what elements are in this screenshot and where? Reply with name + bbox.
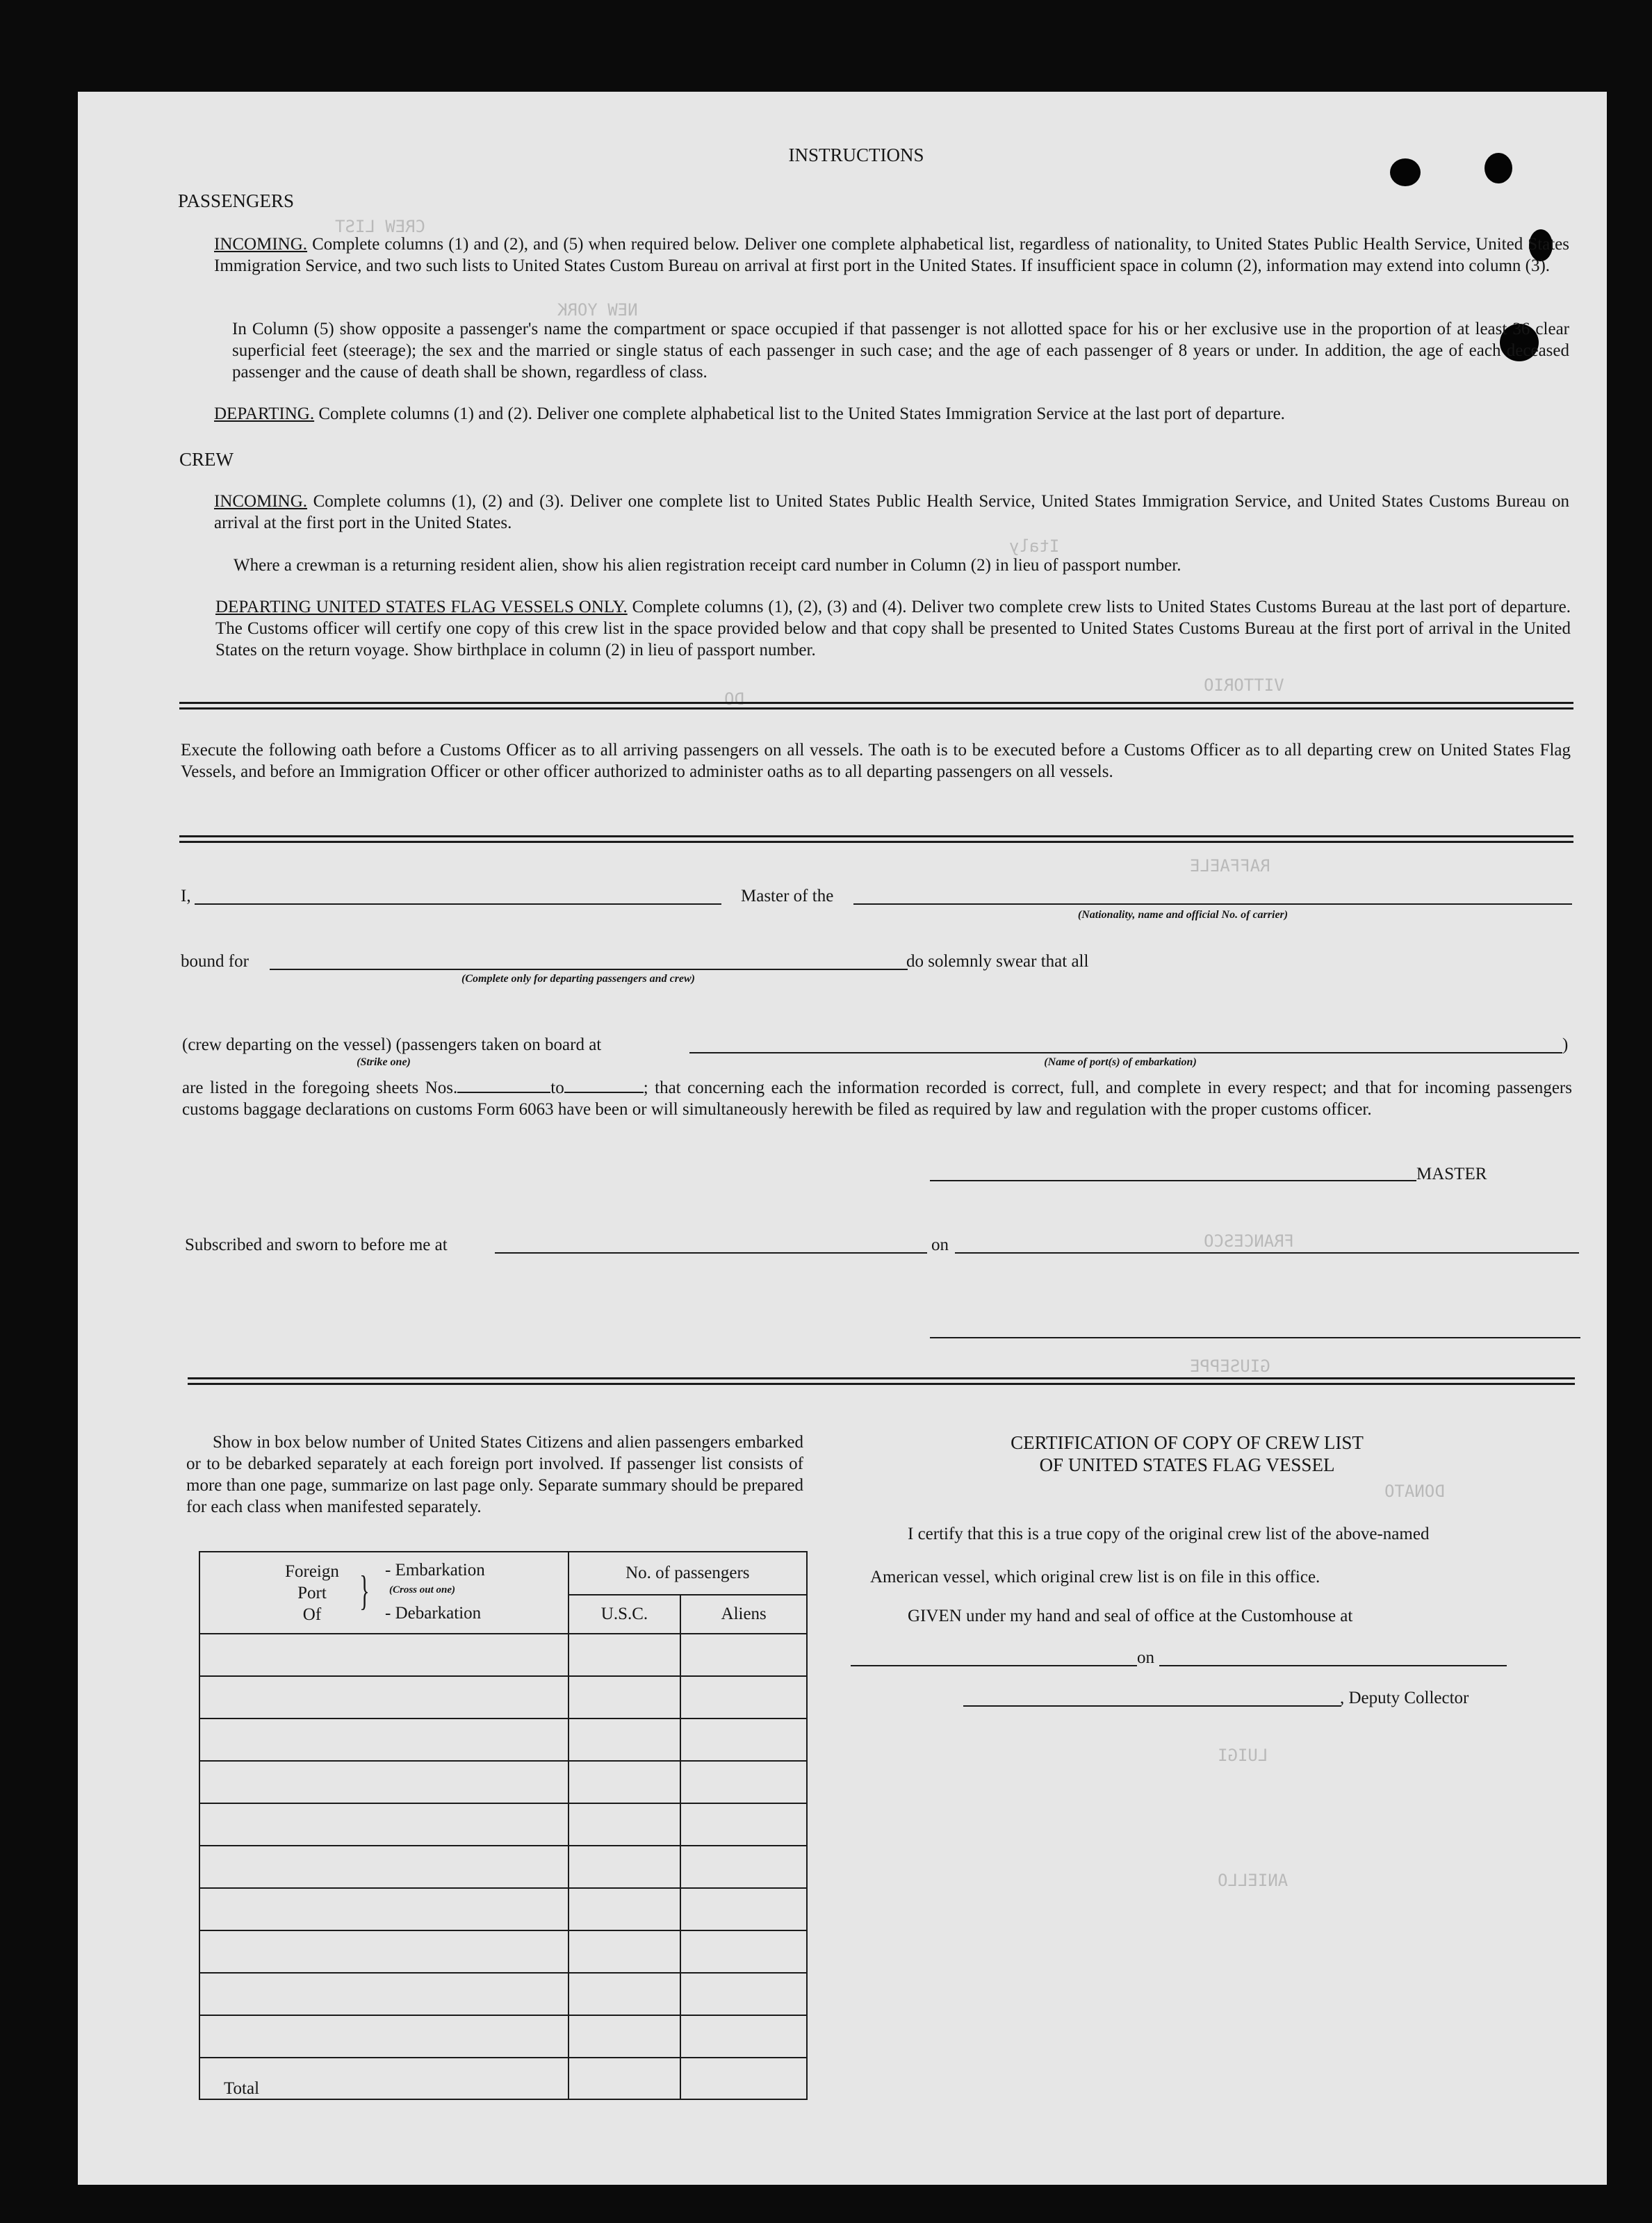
summary-intro: Show in box below number of United States Citizens and alien passengers embarked or to be debarked separately at each foreign port involved. If passenger list consists of more than one page, summarize on last page only. Separate summary should be prepared for each class when manifested separately. bbox=[186, 1433, 803, 1516]
total-usc-cell[interactable] bbox=[569, 2058, 681, 2099]
usc-cell[interactable] bbox=[569, 1634, 681, 1676]
summary-row bbox=[199, 1676, 807, 1718]
subscribed-label: Subscribed and sworn to before me at bbox=[185, 1236, 448, 1254]
port-cell[interactable] bbox=[199, 1718, 569, 1761]
passenger-summary-table bbox=[199, 1551, 808, 2100]
summary-row bbox=[199, 1761, 807, 1803]
port-cell[interactable] bbox=[199, 1846, 569, 1888]
debarkation-label[interactable]: - Debarkation bbox=[385, 1604, 482, 1623]
aliens-cell[interactable] bbox=[680, 1634, 807, 1676]
aliens-cell[interactable] bbox=[680, 2015, 807, 2058]
crew-departing bbox=[215, 596, 1571, 661]
section-divider bbox=[179, 702, 1573, 709]
certification-title-line1: CERTIFICATION OF COPY OF CREW LIST bbox=[1011, 1432, 1364, 1453]
summary-row bbox=[199, 1718, 807, 1761]
oath-i-label: I, bbox=[181, 887, 191, 905]
sworn-place-field[interactable] bbox=[495, 1252, 927, 1254]
port-cell[interactable] bbox=[199, 1803, 569, 1846]
master-signature-field[interactable] bbox=[930, 1180, 1416, 1181]
certification-on-label: on bbox=[1137, 1648, 1154, 1667]
aliens-cell[interactable] bbox=[680, 1888, 807, 1930]
swear-text: do solemnly swear that all bbox=[906, 952, 1089, 971]
bound-for-field[interactable] bbox=[270, 969, 908, 970]
aliens-cell[interactable] bbox=[680, 1761, 807, 1803]
show-through-text: LUIGI bbox=[1218, 1746, 1268, 1765]
port-cell[interactable] bbox=[199, 2015, 569, 2058]
master-name-field[interactable] bbox=[195, 903, 721, 905]
aliens-cell[interactable] bbox=[680, 1973, 807, 2015]
certification-line2: American vessel, which original crew list is on file in this office. bbox=[870, 1568, 1320, 1586]
oath-sheets-paragraph bbox=[182, 1077, 1572, 1120]
usc-cell[interactable] bbox=[569, 1803, 681, 1846]
passengers-incoming bbox=[214, 233, 1569, 277]
port-label: Port bbox=[297, 1584, 327, 1602]
crew-resident-alien: Where a crewman is a returning resident alien, show his alien registration receipt card number in Column (2) in lieu of passport number. bbox=[234, 556, 1181, 575]
certification-date-field[interactable] bbox=[1159, 1665, 1507, 1666]
port-cell[interactable] bbox=[199, 1973, 569, 2015]
bound-for-label: bound for bbox=[181, 952, 249, 971]
passengers-heading: PASSENGERS bbox=[178, 190, 295, 211]
passengers-incoming-label: INCOMING. bbox=[214, 235, 308, 254]
section-divider bbox=[179, 835, 1573, 843]
foreign-label: Foreign bbox=[285, 1562, 339, 1581]
port-header-labels bbox=[267, 1561, 357, 1625]
show-through-text: Italy bbox=[1009, 536, 1060, 556]
sworn-on-label: on bbox=[931, 1236, 949, 1254]
sheets-label: are listed in the foregoing sheets Nos. bbox=[182, 1078, 458, 1097]
usc-cell[interactable] bbox=[569, 2015, 681, 2058]
of-label: Of bbox=[302, 1605, 322, 1624]
crew-departing-text: Complete columns (1), (2), (3) and (4). Deliver two complete crew lists to United States Customs Bureau at the last port of departure. The Customs officer will certify one copy of this crew list in the space provided below and that copy shall be presented to United States Customs Bureau at the first port of arrival in the United States on the return voyage. Show birthplace in column (2) in lieu of passport number. bbox=[215, 598, 1571, 659]
crew-incoming-text: Complete columns (1), (2) and (3). Deliver one complete list to United States Public Health Service, United States Immigration Service, and United States Customs Bureau on arrival at the first port in the United States. bbox=[214, 492, 1569, 532]
sheets-text: ; that concerning each the information recorded is correct, full, and complete in every respect; and that for incoming passengers customs baggage declarations on customs Form 6063 have been or will simultaneously herewith be filed as required by law and regulation with the proper customs officer. bbox=[182, 1078, 1572, 1119]
usc-cell[interactable] bbox=[569, 1718, 681, 1761]
show-through-text: VITTORIO bbox=[1204, 675, 1284, 695]
summary-row bbox=[199, 1888, 807, 1930]
aliens-header: Aliens bbox=[680, 1595, 807, 1634]
port-cell[interactable] bbox=[199, 1930, 569, 1973]
no-of-passengers-header: No. of passengers bbox=[569, 1552, 807, 1595]
port-caption: (Name of port(s) of embarkation) bbox=[1044, 1056, 1197, 1068]
sworn-date-field[interactable] bbox=[955, 1252, 1579, 1254]
oath-intro: Execute the following oath before a Customs Officer as to all arriving passengers on all vessels. The oath is to be executed before a Customs Officer as to all departing crew on United States Flag Vessels, and before an Immigration Officer or other officer authorized to administer oaths as to all departing passengers on all vessels. bbox=[181, 741, 1571, 781]
brace: } bbox=[359, 1568, 370, 1614]
usc-cell[interactable] bbox=[569, 1846, 681, 1888]
cross-out-caption: (Cross out one) bbox=[389, 1584, 456, 1596]
certification-title-line2: OF UNITED STATES FLAG VESSEL bbox=[1039, 1454, 1335, 1475]
usc-cell[interactable] bbox=[569, 1888, 681, 1930]
show-through-text: DO bbox=[724, 689, 744, 709]
certification-title bbox=[867, 1432, 1507, 1476]
port-cell[interactable] bbox=[199, 1676, 569, 1718]
usc-cell[interactable] bbox=[569, 1973, 681, 2015]
usc-cell[interactable] bbox=[569, 1930, 681, 1973]
master-of-label: Master of the bbox=[741, 887, 834, 905]
deputy-signature-field[interactable] bbox=[963, 1705, 1341, 1707]
aliens-cell[interactable] bbox=[680, 1803, 807, 1846]
passengers-departing-label: DEPARTING. bbox=[214, 404, 315, 423]
summary-row bbox=[199, 1803, 807, 1846]
master-label: MASTER bbox=[1416, 1165, 1487, 1183]
port-cell[interactable] bbox=[199, 1761, 569, 1803]
port-cell[interactable] bbox=[199, 1634, 569, 1676]
show-through-text: ANIELLO bbox=[1218, 1871, 1289, 1890]
passengers-incoming-text: Complete columns (1) and (2), and (5) when required below. Deliver one complete alphabetical list, regardless of nationality, to United States Public Health Service, United States Immigration Service, and two such lists to United States Custom Bureau on arrival at first port in the United States. If insufficient space in column (2), information may extend into column (3). bbox=[214, 235, 1569, 275]
sheet-from-field[interactable] bbox=[457, 1078, 550, 1093]
to-label: to bbox=[550, 1078, 564, 1097]
embarkation-label[interactable]: - Embarkation bbox=[385, 1561, 485, 1580]
deputy-collector-label: , Deputy Collector bbox=[1340, 1689, 1469, 1707]
summary-row bbox=[199, 2015, 807, 2058]
aliens-cell[interactable] bbox=[680, 1930, 807, 1973]
section-divider bbox=[188, 1377, 1575, 1385]
certification-line1: I certify that this is a true copy of the original crew list of the above-named bbox=[908, 1525, 1430, 1543]
carrier-caption: (Nationality, name and official No. of carrier) bbox=[1077, 909, 1289, 921]
crew-departing-label: DEPARTING UNITED STATES FLAG VESSELS ONLY. bbox=[215, 598, 628, 616]
show-through-text: GIUSEPPE bbox=[1190, 1356, 1270, 1376]
aliens-cell[interactable] bbox=[680, 1846, 807, 1888]
show-through-text: CREW LIST bbox=[335, 217, 426, 236]
show-through-text: NEW YORK bbox=[557, 300, 638, 320]
punch-hole bbox=[1485, 153, 1512, 183]
port-header-cell bbox=[199, 1552, 569, 1634]
customhouse-field[interactable] bbox=[851, 1665, 1137, 1666]
close-paren: ) bbox=[1562, 1035, 1569, 1054]
total-label-cell bbox=[199, 2058, 569, 2099]
summary-row bbox=[199, 1930, 807, 1973]
aliens-cell[interactable] bbox=[680, 1676, 807, 1718]
show-through-text: FRANCESCO bbox=[1204, 1231, 1295, 1251]
usc-cell[interactable] bbox=[569, 1676, 681, 1718]
strike-caption: (Strike one) bbox=[357, 1056, 411, 1068]
page-title: INSTRUCTIONS bbox=[788, 145, 924, 165]
total-label: Total bbox=[224, 2079, 260, 2098]
usc-cell[interactable] bbox=[569, 1761, 681, 1803]
sheet-to-field[interactable] bbox=[564, 1078, 644, 1093]
show-through-text: DONATO bbox=[1384, 1482, 1445, 1501]
summary-row bbox=[199, 1973, 807, 2015]
crew-heading: CREW bbox=[179, 449, 234, 470]
certification-line3: GIVEN under my hand and seal of office at the Customhouse at bbox=[908, 1607, 1353, 1625]
passengers-departing-text: Complete columns (1) and (2). Deliver one complete alphabetical list to the United States Immigration Service at the last port of departure. bbox=[318, 404, 1285, 423]
total-aliens-cell[interactable] bbox=[680, 2058, 807, 2099]
port-cell[interactable] bbox=[199, 1888, 569, 1930]
summary-row bbox=[199, 1634, 807, 1676]
summary-row bbox=[199, 1846, 807, 1888]
carrier-field[interactable] bbox=[853, 903, 1572, 905]
crew-incoming-label: INCOMING. bbox=[214, 492, 308, 511]
show-through-text: RAFFAELE bbox=[1190, 856, 1270, 876]
document-sheet bbox=[78, 92, 1607, 2185]
officer-signature-field[interactable] bbox=[930, 1337, 1580, 1338]
passengers-departing bbox=[214, 403, 1569, 425]
punch-hole bbox=[1390, 158, 1421, 186]
passengers-column5: In Column (5) show opposite a passenger's name the compartment or space occupied if that passenger is not allotted space for his or her exclusive use in the proportion of at least 36 clear superficial feet (steerage); the sex and the married or single status of each passenger in such case; and the age of each passenger of 8 years or under. In addition, the age of each deceased passenger and the cause of death shall be shown, regardless of class. bbox=[232, 320, 1569, 382]
crew-incoming bbox=[214, 491, 1569, 534]
embarkation-port-field[interactable] bbox=[689, 1052, 1562, 1053]
departing-caption: (Complete only for departing passengers and crew) bbox=[461, 973, 695, 985]
usc-header: U.S.C. bbox=[569, 1595, 681, 1634]
aliens-cell[interactable] bbox=[680, 1718, 807, 1761]
crew-departing-label: (crew departing on the vessel) (passengers taken on board at bbox=[182, 1035, 602, 1054]
